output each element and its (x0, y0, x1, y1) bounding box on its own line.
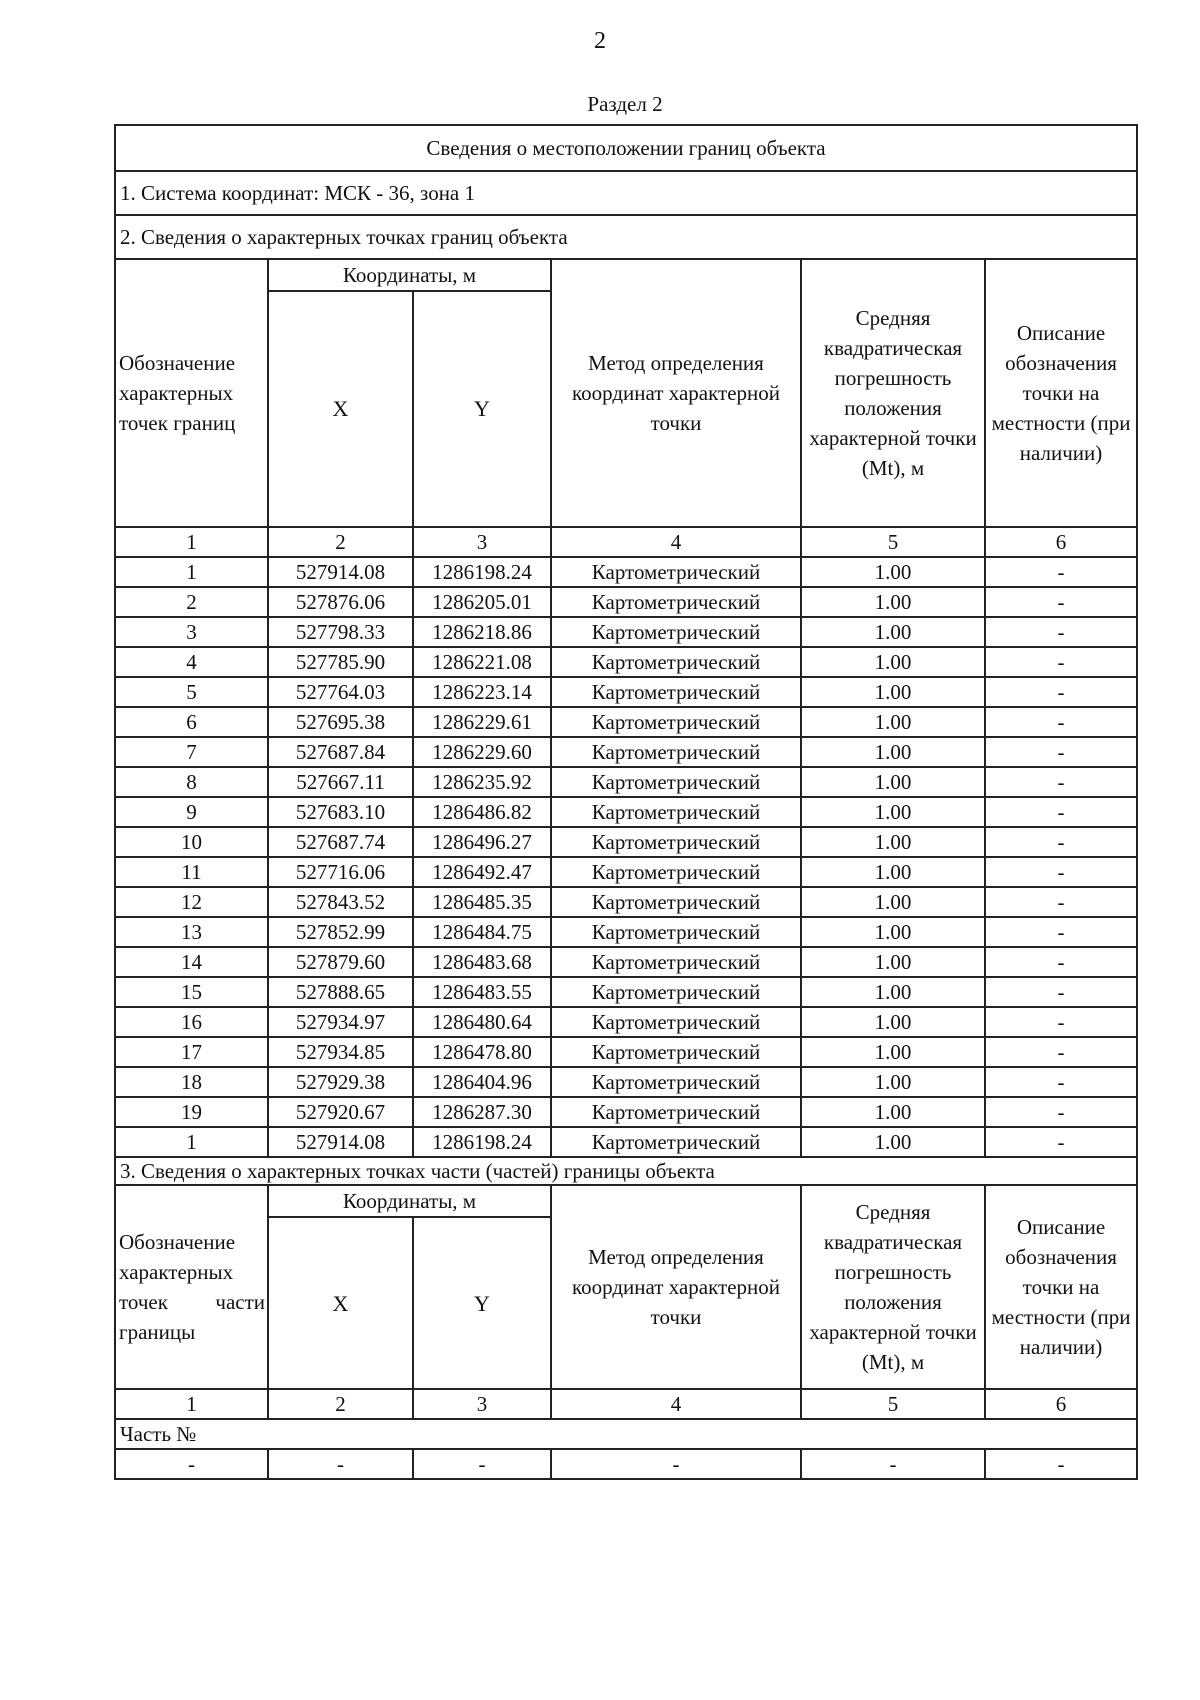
y-cell: 1286480.64 (413, 1007, 551, 1037)
header-y: Y (413, 291, 551, 527)
part-points-heading: 3. Сведения о характерных точках части (частей) границы объекта (115, 1157, 1137, 1185)
part-header-error: Средняя квадратическая погрешность положения характерной точки (Mt), м (801, 1185, 985, 1389)
description-cell: - (985, 647, 1137, 677)
x-cell: 527843.52 (268, 887, 413, 917)
table-row (115, 647, 1137, 677)
description-cell: - (985, 977, 1137, 1007)
method-cell: Картометрический (551, 737, 801, 767)
error-cell: 1.00 (801, 707, 985, 737)
table-row (115, 1127, 1137, 1157)
x-cell: 527929.38 (268, 1067, 413, 1097)
part-header-method: Метод определения координат характерной точки (551, 1185, 801, 1389)
method-cell: Картометрический (551, 1037, 801, 1067)
x-cell: 527687.84 (268, 737, 413, 767)
part-header-coordinates: Координаты, м (268, 1185, 551, 1217)
method-cell: Картометрический (551, 707, 801, 737)
description-cell: - (985, 707, 1137, 737)
error-cell: 1.00 (801, 887, 985, 917)
header-error: Средняя квадратическая погрешность положения характерной точки (Mt), м (801, 259, 985, 527)
boundary-table (114, 124, 1138, 1480)
y-cell: 1286218.86 (413, 617, 551, 647)
point-cell: 17 (115, 1037, 268, 1067)
y-cell: 1286404.96 (413, 1067, 551, 1097)
table-row (115, 1007, 1137, 1037)
part-cell: - (115, 1449, 268, 1479)
x-cell: 527879.60 (268, 947, 413, 977)
table-row (115, 917, 1137, 947)
x-cell: 527687.74 (268, 827, 413, 857)
header-description: Описание обозначения точки на местности (при наличии) (985, 259, 1137, 527)
description-cell: - (985, 587, 1137, 617)
header-coordinates: Координаты, м (268, 259, 551, 291)
point-cell: 19 (115, 1097, 268, 1127)
part-header-description: Описание обозначения точки на местности (при наличии) (985, 1185, 1137, 1389)
description-cell: - (985, 827, 1137, 857)
error-cell: 1.00 (801, 947, 985, 977)
point-cell: 5 (115, 677, 268, 707)
part-column-number: 2 (268, 1389, 413, 1419)
y-cell: 1286486.82 (413, 797, 551, 827)
description-cell: - (985, 617, 1137, 647)
part-cell: - (413, 1449, 551, 1479)
x-cell: 527934.97 (268, 1007, 413, 1037)
x-cell: 527798.33 (268, 617, 413, 647)
error-cell: 1.00 (801, 617, 985, 647)
part-column-numbers-row (115, 1389, 1137, 1419)
part-cell: - (801, 1449, 985, 1479)
method-cell: Картометрический (551, 557, 801, 587)
point-cell: 11 (115, 857, 268, 887)
header-designation: Обозначение характерных точек границ (115, 259, 268, 527)
error-cell: 1.00 (801, 917, 985, 947)
table-row (115, 707, 1137, 737)
page-number: 2 (594, 28, 606, 54)
y-cell: 1286485.35 (413, 887, 551, 917)
point-cell: 1 (115, 1127, 268, 1157)
x-cell: 527695.38 (268, 707, 413, 737)
method-cell: Картометрический (551, 677, 801, 707)
method-cell: Картометрический (551, 1127, 801, 1157)
part-header-y: Y (413, 1217, 551, 1389)
y-cell: 1286483.55 (413, 977, 551, 1007)
error-cell: 1.00 (801, 857, 985, 887)
method-cell: Картометрический (551, 617, 801, 647)
part-header-designation: Обозначение характерных точек части границы (115, 1185, 268, 1389)
table-row (115, 617, 1137, 647)
column-number: 6 (985, 527, 1137, 557)
point-cell: 10 (115, 827, 268, 857)
error-cell: 1.00 (801, 587, 985, 617)
description-cell: - (985, 737, 1137, 767)
table-row (115, 737, 1137, 767)
point-cell: 13 (115, 917, 268, 947)
description-cell: - (985, 1127, 1137, 1157)
method-cell: Картометрический (551, 977, 801, 1007)
method-cell: Картометрический (551, 887, 801, 917)
table-row (115, 767, 1137, 797)
point-cell: 7 (115, 737, 268, 767)
points-heading: 2. Сведения о характерных точках границ объекта (115, 215, 1137, 259)
column-number: 4 (551, 527, 801, 557)
table-title: Сведения о местоположении границ объекта (115, 125, 1137, 171)
part-cell: - (985, 1449, 1137, 1479)
description-cell: - (985, 1037, 1137, 1067)
table-row (115, 797, 1137, 827)
table-row (115, 1097, 1137, 1127)
header-x: X (268, 291, 413, 527)
point-cell: 4 (115, 647, 268, 677)
error-cell: 1.00 (801, 767, 985, 797)
method-cell: Картометрический (551, 1097, 801, 1127)
part-label: Часть № (115, 1419, 1137, 1449)
header-method: Метод определения координат характерной точки (551, 259, 801, 527)
error-cell: 1.00 (801, 557, 985, 587)
table-row (115, 947, 1137, 977)
point-cell: 14 (115, 947, 268, 977)
point-cell: 8 (115, 767, 268, 797)
error-cell: 1.00 (801, 1037, 985, 1067)
point-cell: 16 (115, 1007, 268, 1037)
method-cell: Картометрический (551, 797, 801, 827)
point-cell: 9 (115, 797, 268, 827)
y-cell: 1286198.24 (413, 1127, 551, 1157)
description-cell: - (985, 767, 1137, 797)
point-cell: 3 (115, 617, 268, 647)
description-cell: - (985, 857, 1137, 887)
y-cell: 1286205.01 (413, 587, 551, 617)
error-cell: 1.00 (801, 1067, 985, 1097)
coordinate-system: 1. Система координат: МСК - 36, зона 1 (115, 171, 1137, 215)
error-cell: 1.00 (801, 647, 985, 677)
part-header-x: X (268, 1217, 413, 1389)
table-row (115, 587, 1137, 617)
part-column-number: 5 (801, 1389, 985, 1419)
point-cell: 6 (115, 707, 268, 737)
method-cell: Картометрический (551, 1007, 801, 1037)
method-cell: Картометрический (551, 587, 801, 617)
y-cell: 1286483.68 (413, 947, 551, 977)
description-cell: - (985, 557, 1137, 587)
part-column-number: 6 (985, 1389, 1137, 1419)
error-cell: 1.00 (801, 827, 985, 857)
column-number: 1 (115, 527, 268, 557)
x-cell: 527876.06 (268, 587, 413, 617)
method-cell: Картометрический (551, 857, 801, 887)
method-cell: Картометрический (551, 917, 801, 947)
part-column-number: 3 (413, 1389, 551, 1419)
y-cell: 1286223.14 (413, 677, 551, 707)
part-column-number: 4 (551, 1389, 801, 1419)
description-cell: - (985, 917, 1137, 947)
x-cell: 527785.90 (268, 647, 413, 677)
y-cell: 1286492.47 (413, 857, 551, 887)
error-cell: 1.00 (801, 1127, 985, 1157)
table-row (115, 887, 1137, 917)
part-row (115, 1449, 1137, 1479)
y-cell: 1286484.75 (413, 917, 551, 947)
method-cell: Картометрический (551, 947, 801, 977)
method-cell: Картометрический (551, 827, 801, 857)
y-cell: 1286235.92 (413, 767, 551, 797)
method-cell: Картометрический (551, 767, 801, 797)
error-cell: 1.00 (801, 797, 985, 827)
point-cell: 2 (115, 587, 268, 617)
x-cell: 527920.67 (268, 1097, 413, 1127)
error-cell: 1.00 (801, 1007, 985, 1037)
error-cell: 1.00 (801, 1097, 985, 1127)
x-cell: 527888.65 (268, 977, 413, 1007)
part-column-number: 1 (115, 1389, 268, 1419)
y-cell: 1286229.60 (413, 737, 551, 767)
description-cell: - (985, 1097, 1137, 1127)
column-number: 3 (413, 527, 551, 557)
y-cell: 1286198.24 (413, 557, 551, 587)
description-cell: - (985, 1007, 1137, 1037)
x-cell: 527914.08 (268, 1127, 413, 1157)
x-cell: 527716.06 (268, 857, 413, 887)
description-cell: - (985, 887, 1137, 917)
y-cell: 1286478.80 (413, 1037, 551, 1067)
part-cell: - (268, 1449, 413, 1479)
section-title: Раздел 2 (587, 92, 663, 116)
description-cell: - (985, 947, 1137, 977)
description-cell: - (985, 797, 1137, 827)
x-cell: 527667.11 (268, 767, 413, 797)
x-cell: 527852.99 (268, 917, 413, 947)
error-cell: 1.00 (801, 737, 985, 767)
column-number: 5 (801, 527, 985, 557)
x-cell: 527934.85 (268, 1037, 413, 1067)
error-cell: 1.00 (801, 977, 985, 1007)
point-cell: 15 (115, 977, 268, 1007)
x-cell: 527683.10 (268, 797, 413, 827)
method-cell: Картометрический (551, 1067, 801, 1097)
point-cell: 1 (115, 557, 268, 587)
y-cell: 1286287.30 (413, 1097, 551, 1127)
table-row (115, 1067, 1137, 1097)
table-row (115, 557, 1137, 587)
x-cell: 527764.03 (268, 677, 413, 707)
method-cell: Картометрический (551, 647, 801, 677)
table-row (115, 827, 1137, 857)
table-row (115, 977, 1137, 1007)
column-numbers-row (115, 527, 1137, 557)
description-cell: - (985, 1067, 1137, 1097)
error-cell: 1.00 (801, 677, 985, 707)
x-cell: 527914.08 (268, 557, 413, 587)
table-row (115, 1037, 1137, 1067)
point-cell: 18 (115, 1067, 268, 1097)
part-cell: - (551, 1449, 801, 1479)
table-row (115, 677, 1137, 707)
y-cell: 1286496.27 (413, 827, 551, 857)
description-cell: - (985, 677, 1137, 707)
y-cell: 1286221.08 (413, 647, 551, 677)
table-row (115, 857, 1137, 887)
column-number: 2 (268, 527, 413, 557)
y-cell: 1286229.61 (413, 707, 551, 737)
point-cell: 12 (115, 887, 268, 917)
